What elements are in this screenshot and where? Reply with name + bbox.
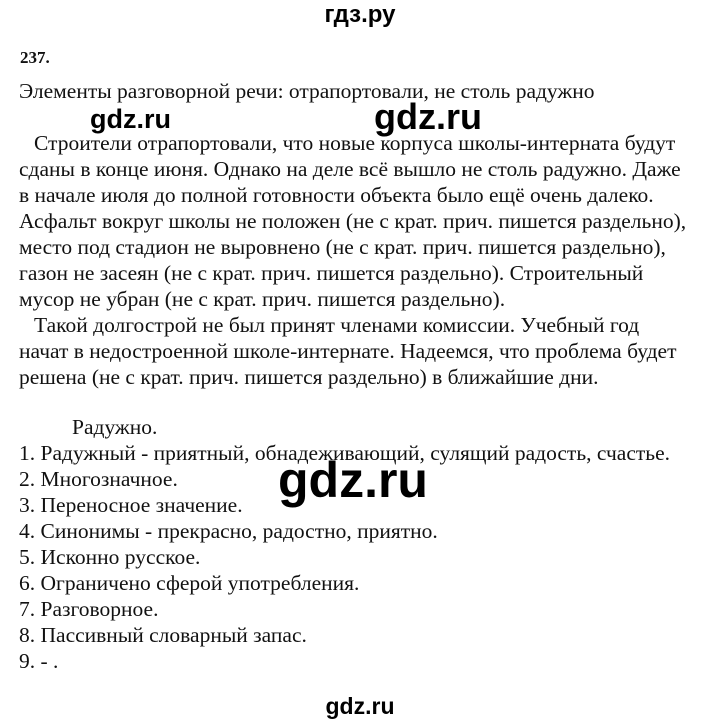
analysis-item: 8. Пассивный словарный запас. [19, 623, 307, 647]
watermark-mid: gdz.ru [374, 96, 482, 137]
paragraph-line: решена (не с крат. прич. пишется раздельно) в ближайшие дни. [19, 365, 599, 389]
analysis-item: 5. Исконно русское. [19, 545, 201, 569]
watermark-big: gdz.ru [278, 452, 428, 508]
header-watermark: гдз.ру [324, 1, 396, 28]
paragraph-line: сданы в конце июня. Однако на деле всё вышло не столь радужно. Даже [19, 157, 681, 181]
paragraph-line: Такой долгострой не был принят членами комиссии. Учебный год [34, 313, 640, 337]
paragraph-line: газон не засеян (не с крат. прич. пишется раздельно). Строительный [19, 261, 644, 285]
exercise-number: 237. [20, 48, 50, 67]
paragraph-line: Асфальт вокруг школы не положен (не с крат. прич. пишется раздельно), [19, 209, 687, 233]
analysis-item: 2. Многозначное. [19, 467, 178, 491]
analysis-item: 7. Разговорное. [19, 597, 159, 621]
analysis-item: 9. - . [19, 649, 59, 673]
watermark-small: gdz.ru [90, 104, 171, 134]
analysis-item: 1. Радужный - приятный, обнадеживающий, сулящий радость, счастье. [19, 441, 671, 465]
intro-line: Элементы разговорной речи: отрапортовали, не столь радужно [19, 79, 595, 103]
paragraph-line: начат в недостроенной школе-интернате. Надеемся, что проблема будет [19, 339, 677, 363]
footer-watermark: gdz.ru [325, 693, 395, 719]
analysis-item: 3. Переносное значение. [19, 493, 243, 517]
paragraph-line: в начале июля до полной готовности объекта было ещё очень далеко. [19, 183, 654, 207]
paragraph-line: мусор не убран (не с крат. прич. пишется раздельно). [19, 287, 506, 311]
analysis-item: 6. Ограничено сферой употребления. [19, 571, 360, 595]
paragraph-line: место под стадион не выровнено (не с крат. прич. пишется раздельно), [19, 235, 666, 259]
analysis-item: 4. Синонимы - прекрасно, радостно, приятно. [19, 519, 438, 543]
paragraph-line: Строители отрапортовали, что новые корпуса школы-интерната будут [34, 131, 676, 155]
analysis-heading: Радужно. [72, 415, 158, 439]
